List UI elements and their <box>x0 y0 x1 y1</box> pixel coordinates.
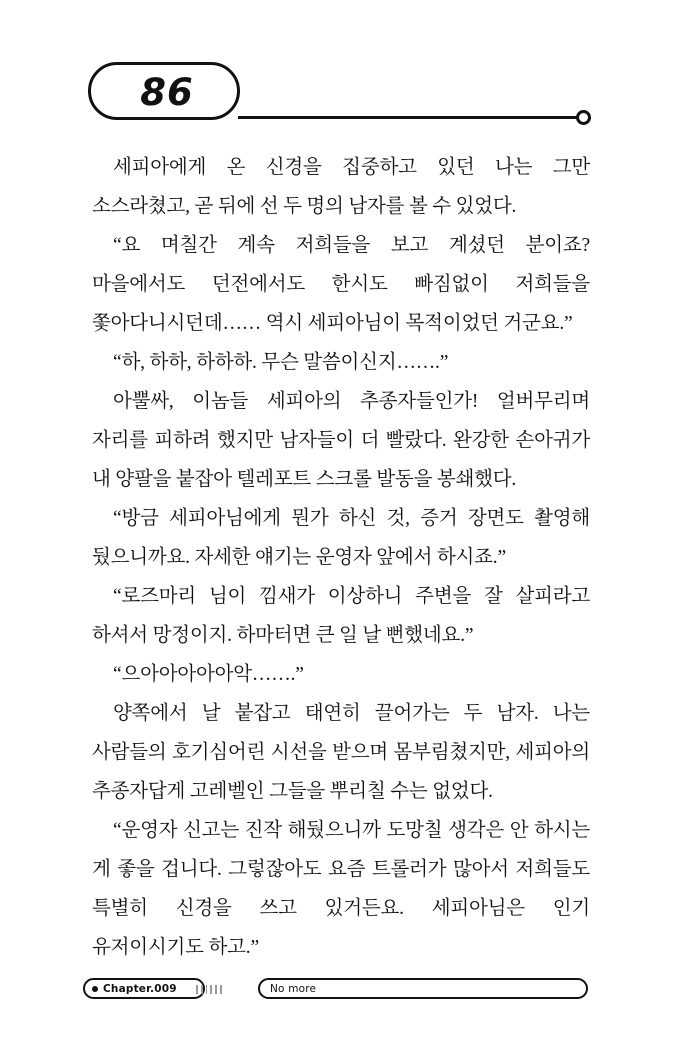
bullet-dot-icon <box>92 986 98 992</box>
page-header <box>0 62 674 142</box>
body-text <box>92 148 590 967</box>
page-number-pill <box>88 62 240 120</box>
footer-note-badge <box>258 978 588 999</box>
paragraph: “방금 세피아님에게 뭔가 하신 것, 증거 장면도 촬영해 뒀으니까요. 자세한 얘기는 운영자 앞에서 하시죠.” <box>92 508 590 568</box>
paragraph: 아뿔싸, 이놈들 세피아의 추종자들인가! 얼버무리며 자리를 피하려 했지만 남자들이 더 빨랐다. 완강한 손아귀가 내 양팔을 붙잡아 텔레포트 스크롤 발동을 봉쇄했다. <box>92 391 590 490</box>
header-end-dot-icon <box>576 110 591 125</box>
header-rule <box>238 116 578 119</box>
paragraph: “하, 하하, 하하하. 무슨 말씀이신지…….” <box>113 352 449 373</box>
paragraph: “운영자 신고는 진작 해뒀으니까 도망칠 생각은 안 하시는 게 좋을 겁니다. 그렇잖아도 요즘 트롤러가 많아서 저희들도 특별히 신경을 쓰고 있거든요. 세피아님은 인기 유저이시기도 하고.” <box>92 820 590 958</box>
paragraph: “로즈마리 님이 낌새가 이상하니 주변을 잘 살피라고 하셔서 망정이지. 하마터면 큰 일 날 뻔했네요.” <box>92 586 590 646</box>
footer-note-label: No more <box>270 982 317 995</box>
paragraph: 양쪽에서 날 붙잡고 태연히 끌어가는 두 남자. 나는 사람들의 호기심어린 시선을 받으며 몸부림쳤지만, 세피아의 추종자답게 고레벨인 그들을 뿌리칠 수는 없었다. <box>92 703 590 802</box>
page-footer <box>0 978 674 1018</box>
paragraph: “요 며칠간 계속 저희들을 보고 계셨던 분이죠? 마을에서도 던전에서도 한시도 빠짐없이 저희들을 쫓아다니시던데…… 역시 세피아님이 목적이었던 거군요.” <box>92 235 590 334</box>
page-number: 86 <box>140 71 194 114</box>
chapter-badge <box>83 978 205 999</box>
chapter-label: Chapter.009 <box>103 982 177 995</box>
tick-marks-icon <box>196 983 222 994</box>
paragraph: “으아아아아아악…….” <box>113 664 304 685</box>
paragraph: 세피아에게 온 신경을 집중하고 있던 나는 그만 소스라쳤고, 곧 뒤에 선 두 명의 남자를 볼 수 있었다. <box>92 157 590 217</box>
